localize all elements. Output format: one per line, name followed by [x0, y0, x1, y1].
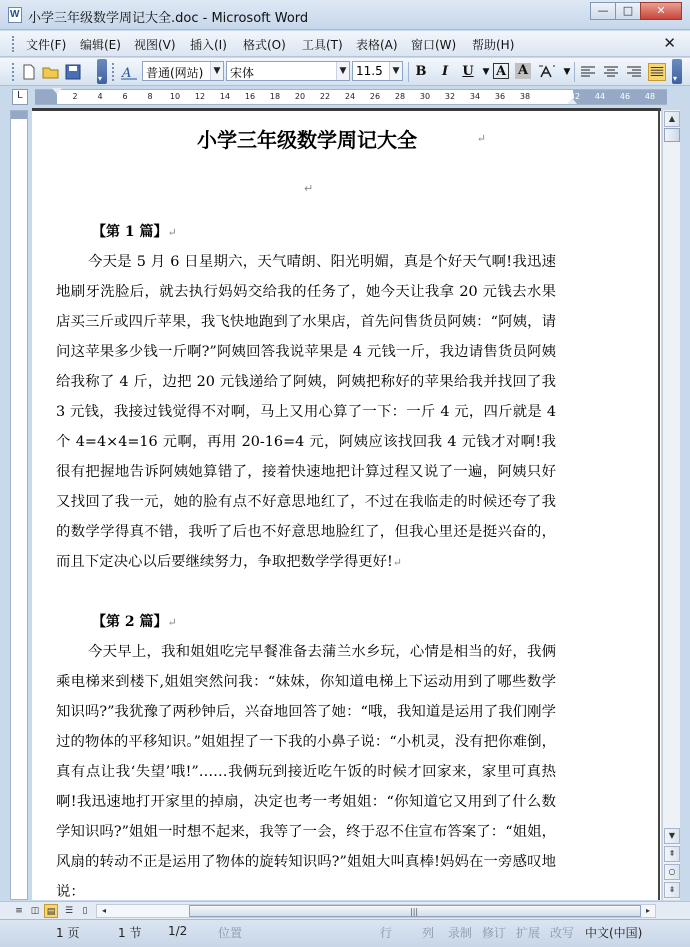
ruler-tick-label: 18	[269, 92, 281, 101]
scroll-down-button[interactable]: ▼	[664, 828, 680, 844]
document-title	[32, 124, 582, 153]
select-browse-object-button[interactable]: ○	[664, 864, 680, 880]
menu-edit[interactable]: 编辑(E)	[80, 38, 121, 52]
ruler-tick-label: 4	[97, 92, 103, 101]
window-title: 小学三年级数学周记大全.doc - Microsoft Word	[28, 11, 309, 26]
status-line: 行	[380, 926, 393, 940]
open-folder-icon[interactable]	[42, 63, 60, 81]
horizontal-ruler[interactable]	[35, 89, 667, 105]
word-app-icon[interactable]	[8, 7, 22, 23]
ruler-tick-label: 20	[294, 92, 306, 101]
previous-page-button[interactable]: ⇞	[664, 846, 680, 862]
italic-button[interactable]: I	[441, 64, 449, 79]
style-select-value: 普通(网站)	[146, 66, 204, 80]
document-title-text: 小学三年级数学周记大全	[197, 128, 417, 152]
scroll-up-button[interactable]: ▲	[664, 111, 680, 127]
font-size-select[interactable]	[352, 61, 403, 81]
horizontal-scrollbar[interactable]	[96, 904, 656, 918]
status-page: 1 页	[56, 926, 80, 940]
status-record[interactable]: 录制	[448, 926, 473, 940]
horizontal-scroll-row	[0, 901, 690, 919]
paragraph-mark: ↵	[304, 182, 314, 195]
section-1-heading-text: 【第 1 篇】	[92, 224, 168, 240]
reading-view-icon[interactable]: ▯	[82, 906, 88, 916]
char-shading-button[interactable]: A	[515, 63, 531, 79]
section-1-paragraph: 今天是 5 月 6 日星期六，天气晴朗、阳光明媚，真是个好天气啊!我迅速地刷牙洗脸后，就去执行妈妈交给我的任务了，她今天让我拿 20 元钱去水果店买三斤或四斤苹果，我飞快地跑到了水果店，首先问售货员阿姨：“阿姨，请问这苹果多少钱一斤啊?”阿姨回答我说苹果是 4 元钱一斤，我边请售货员阿姨给我称了 4 斤，边把 20 元钱递给了阿姨，阿姨把称好的苹果给我并找回了我 3 元钱，我接过钱觉得不对啊，马上又用心算了一下：一斤 4 元，四斤就是 4 个 4=4×4=16 元啊，再用 20-16=4 元，阿姨应该找回我 4 元钱才对啊!我很有把握地告诉阿姨她算错了，接着快速地把计算过程又说了一遍，阿姨只好又找回了我一元，她的脸有点不好意思地红了，不过在我临走的时候还夸了我的数学学得真不错，我听了后也不好意思地脸红了，但我心里还是挺兴奋的，而且下定决心以后要继续努力，争取把数学学得更好!	[56, 254, 556, 570]
underline-button[interactable]: U	[462, 64, 474, 79]
styles-formatting-icon[interactable]	[120, 63, 138, 81]
status-section: 1 节	[118, 926, 142, 940]
vertical-scroll-thumb[interactable]	[664, 128, 680, 142]
section-2-body	[56, 637, 556, 900]
paragraph-mark: ↵	[392, 556, 402, 569]
menu-file[interactable]: 文件(F)	[26, 38, 67, 52]
ruler-tick-label: 34	[469, 92, 481, 101]
minimize-icon: —	[597, 4, 609, 17]
section-1-body	[56, 247, 556, 578]
status-overtype[interactable]: 改写	[550, 926, 575, 940]
ruler-tick-label: 2	[72, 92, 78, 101]
status-bar	[0, 919, 690, 947]
chevron-down-icon[interactable]: ▼	[482, 67, 490, 77]
toolbar-grip[interactable]	[12, 63, 15, 81]
ruler-tick-label: 30	[419, 92, 431, 101]
horizontal-scroll-thumb[interactable]	[189, 905, 641, 917]
ruler-tick-label: 10	[169, 92, 181, 101]
paragraph-mark: ↵	[167, 226, 177, 239]
toolbar-options-chevron[interactable]	[672, 59, 682, 84]
separator	[408, 62, 409, 82]
font-select-value: 宋体	[230, 66, 255, 80]
menu-view[interactable]: 视图(V)	[134, 38, 176, 52]
toolbar-options-chevron[interactable]	[97, 59, 107, 84]
page-right-edge	[658, 108, 660, 900]
ruler-row	[0, 87, 690, 107]
status-position: 位置	[218, 926, 243, 940]
scroll-grip-icon: |||	[410, 907, 419, 916]
align-left-icon[interactable]	[579, 63, 597, 81]
ruler-tick-label: 16	[244, 92, 256, 101]
outline-view-icon[interactable]: ☰	[64, 906, 74, 916]
ruler-tick-label: 14	[219, 92, 231, 101]
char-scale-icon[interactable]	[538, 63, 556, 81]
scroll-right-button[interactable]: ▸	[645, 906, 650, 915]
chevron-down-icon: ▼	[210, 62, 223, 80]
align-center-icon[interactable]	[602, 63, 620, 81]
status-language: 中文(中国)	[585, 926, 643, 940]
chevron-down-icon: ▼	[336, 62, 349, 80]
menu-format[interactable]: 格式(O)	[243, 38, 286, 52]
ruler-tick-label: 22	[319, 92, 331, 101]
ruler-tick-label: 24	[344, 92, 356, 101]
toolbar	[0, 58, 690, 86]
ruler-tick-label: 38	[519, 92, 531, 101]
vertical-scrollbar[interactable]	[662, 110, 680, 900]
section-2-heading-text: 【第 2 篇】	[92, 614, 168, 630]
chevron-down-icon[interactable]: ▼	[563, 67, 571, 77]
style-select[interactable]	[142, 61, 224, 81]
menu-help[interactable]: 帮助(H)	[472, 38, 515, 52]
status-page-fraction: 1/2	[168, 924, 188, 938]
menubar-grip[interactable]	[12, 36, 15, 52]
format-toolbar-grip[interactable]	[112, 63, 115, 81]
page-top-edge	[32, 108, 661, 111]
font-select[interactable]	[226, 61, 350, 81]
status-extend[interactable]: 扩展	[516, 926, 541, 940]
print-view-icon[interactable]: ▤	[44, 904, 58, 918]
status-column: 列	[422, 926, 435, 940]
paragraph-mark: ↵	[167, 616, 177, 629]
vertical-ruler[interactable]	[10, 110, 28, 900]
section-2-heading	[92, 611, 177, 631]
ruler-tick-label: 8	[147, 92, 153, 101]
section-2-paragraph: 今天早上，我和姐姐吃完早餐准备去蒲兰水乡玩，心情是相当的好，我俩乘电梯来到楼下,姐姐突然问我：“妹妹，你知道电梯上下运动用到了哪些数学知识吗?”我犹豫了两秒钟后，兴奋地回答了她：“哦，我知道是运用了我们刚学过的物体的平移知识。”姐姐捏了一下我的小鼻子说：“小机灵，没有把你难倒，真有点让我‘失望’哦!”……我俩玩到接近吃午饭的时候才回家来，家里可真热啊!我迅速地打开家里的掉扇，决定也考一考姐姐：“你知道它又用到了什么数学知识吗?”姐姐一时想不起来，我等了一会，终于忍不住宣布答案了：“姐姐，风扇的转动不正是运用了物体的旋转知识吗?”姐姐大叫真棒!妈妈在一旁感叹地说：	[56, 644, 556, 900]
ruler-tick-label: 6	[122, 92, 128, 101]
svg-text:A: A	[122, 66, 132, 81]
menu-table[interactable]: 表格(A)	[356, 38, 398, 52]
menu-tools[interactable]: 工具(T)	[302, 38, 343, 52]
chevron-down-icon: ▼	[389, 62, 402, 80]
tab-selector[interactable]	[12, 89, 28, 105]
next-page-button[interactable]: ⇟	[664, 882, 680, 898]
menu-window[interactable]: 窗口(W)	[411, 38, 457, 52]
new-document-icon[interactable]	[20, 63, 38, 81]
ruler-tick-label: 26	[369, 92, 381, 101]
title-bar	[0, 0, 690, 30]
maximize-icon: □	[622, 4, 634, 17]
menu-insert[interactable]: 插入(I)	[190, 38, 227, 52]
normal-view-icon[interactable]: ≡	[15, 906, 23, 916]
separator	[574, 62, 575, 82]
justify-icon[interactable]	[648, 63, 666, 81]
ruler-tick-label: 12	[194, 92, 206, 101]
ruler-tick-label: 48	[644, 92, 656, 101]
status-track-changes[interactable]: 修订	[482, 926, 507, 940]
close-icon: ✕	[656, 4, 666, 17]
ruler-tick-label: 32	[444, 92, 456, 101]
close-button[interactable]	[640, 2, 682, 20]
ruler-tick-label: 44	[594, 92, 606, 101]
menu-bar	[0, 31, 690, 57]
font-size-value: 11.5	[356, 64, 383, 78]
maximize-button[interactable]	[615, 2, 641, 20]
scroll-left-button[interactable]: ◂	[101, 906, 106, 915]
indent-marker[interactable]	[52, 88, 62, 94]
align-right-icon[interactable]	[625, 63, 643, 81]
ruler-tick-label: 28	[394, 92, 406, 101]
ruler-tick-label: 46	[619, 92, 631, 101]
web-view-icon[interactable]: ◫	[30, 906, 40, 916]
char-border-button[interactable]: A	[493, 63, 509, 79]
document-page[interactable]	[32, 108, 661, 900]
save-icon[interactable]	[64, 63, 82, 81]
paragraph-mark: ↵	[476, 132, 486, 145]
minimize-button[interactable]	[590, 2, 616, 20]
window-controls	[591, 2, 682, 20]
bold-button[interactable]: B	[415, 64, 427, 79]
vertical-ruler-margin	[11, 111, 27, 119]
section-1-heading	[92, 221, 177, 241]
ruler-tick-label: 42	[569, 92, 581, 101]
ruler-tick-label: 36	[494, 92, 506, 101]
close-document-button[interactable]: ✕	[663, 34, 676, 52]
